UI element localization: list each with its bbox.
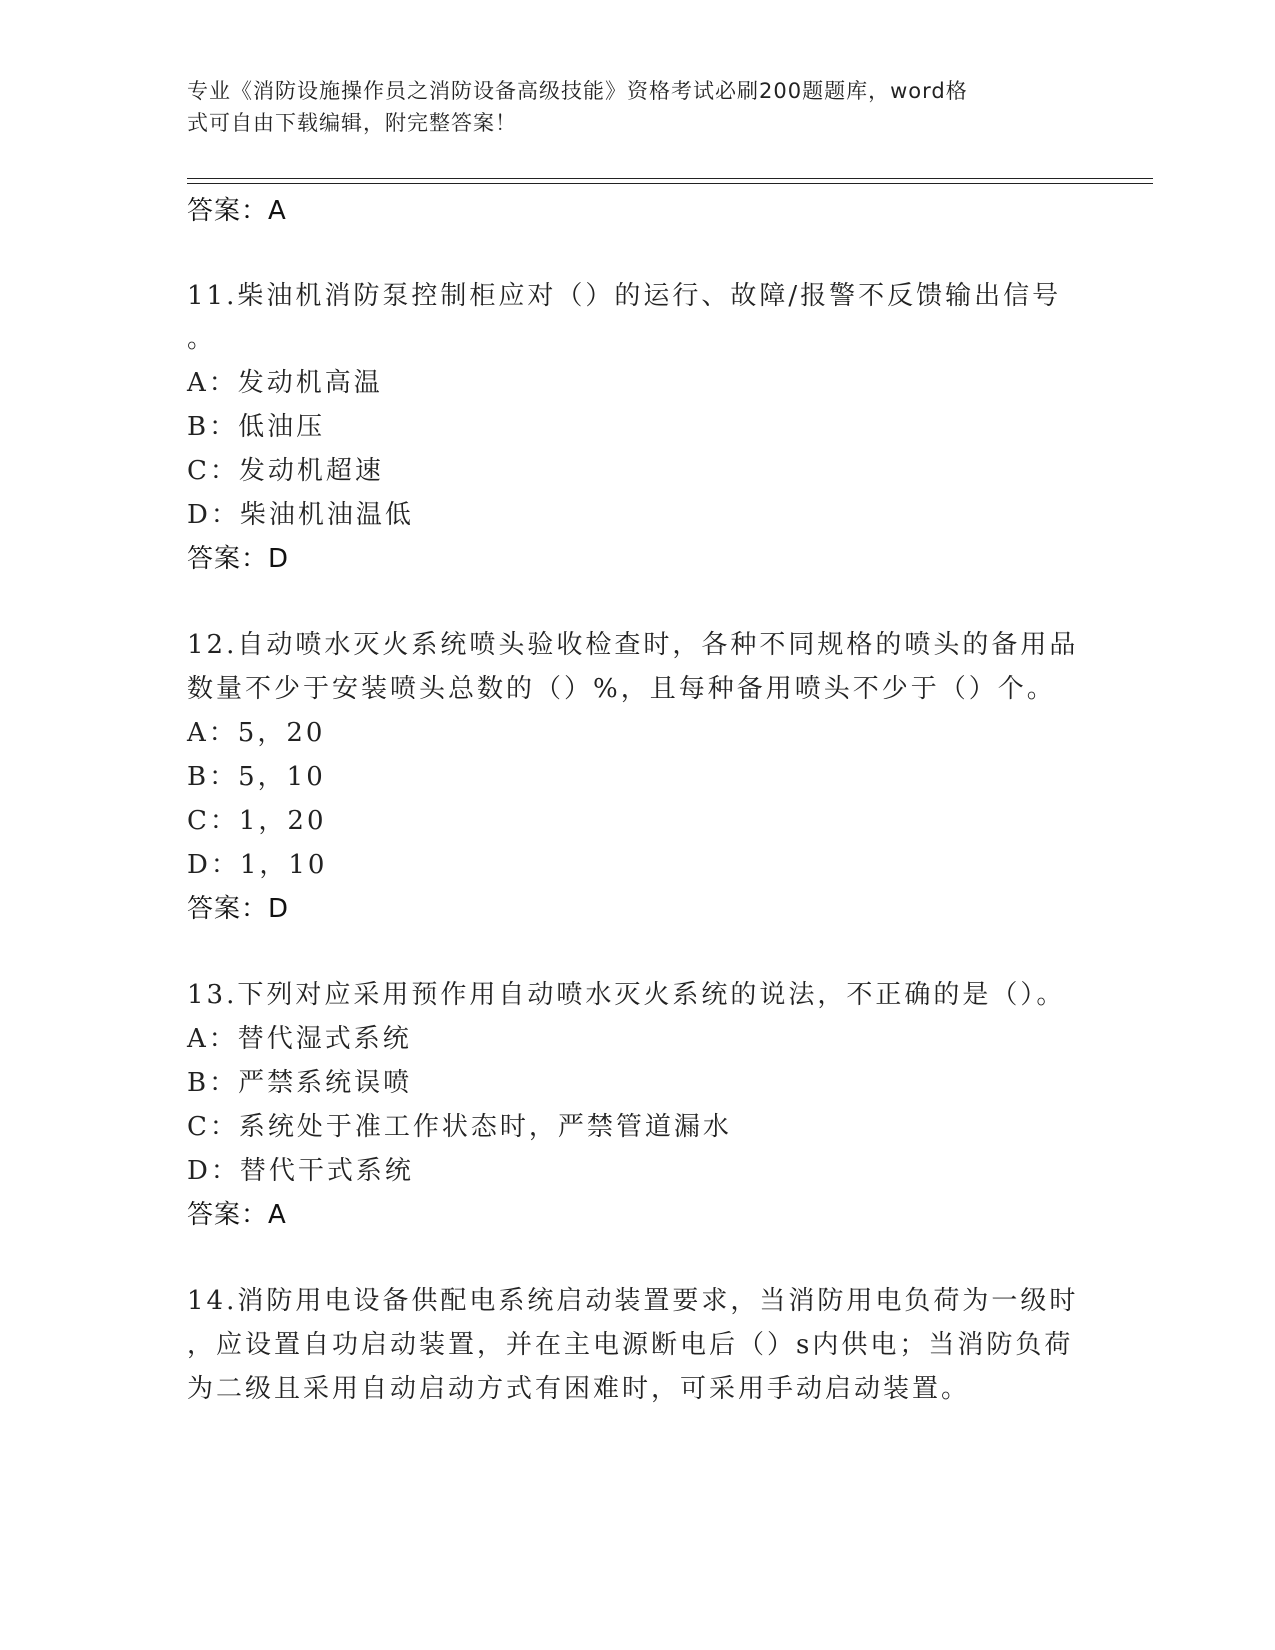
question-11-option-d: D：柴油机油温低 (187, 500, 414, 530)
header-divider-top (187, 178, 1153, 179)
document-header (187, 75, 1067, 139)
header-line-1: 专业《消防设施操作员之消防设备高级技能》资格考试必刷200题题库，word格 (187, 79, 968, 103)
answer-q13: 答案：A (187, 1200, 287, 1230)
question-14-stem-line-1: 14.消防用电设备供配电系统启动装置要求，当消防用电负荷为一级时 (187, 1286, 1079, 1316)
question-12-stem-line-2: 数量不少于安装喷头总数的（）%，且每种备用喷头不少于（）个。 (187, 674, 1056, 704)
answer-q10: 答案：A (187, 196, 287, 226)
question-13-stem-line-1: 13.下列对应采用预作用自动喷水灭火系统的说法，不正确的是（）。 (187, 980, 1066, 1010)
question-12-option-d: D：1，10 (187, 850, 328, 880)
header-line-2: 式可自由下载编辑，附完整答案！ (187, 111, 517, 135)
answer-q12: 答案：D (187, 894, 290, 924)
question-11-stem-line-2: 。 (187, 324, 217, 354)
question-13-option-b: B：严禁系统误喷 (187, 1068, 413, 1098)
question-13-option-c: C：系统处于准工作状态时，严禁管道漏水 (187, 1112, 732, 1142)
question-13-option-a: A：替代湿式系统 (187, 1024, 412, 1054)
question-13-option-d: D：替代干式系统 (187, 1156, 414, 1186)
question-11-option-b: B：低油压 (187, 412, 326, 442)
question-14-stem-line-2: ，应设置自功启动装置，并在主电源断电后（）s内供电；当消防负荷 (187, 1330, 1074, 1360)
question-12-option-a: A：5，20 (187, 718, 326, 748)
question-11-stem-line-1: 11.柴油机消防泵控制柜应对（）的运行、故障/报警不反馈输出信号 (187, 281, 1062, 311)
question-14-stem-line-3: 为二级且采用自动启动方式有困难时，可采用手动启动装置。 (187, 1374, 971, 1404)
question-12-option-c: C：1，20 (187, 806, 327, 836)
answer-q11: 答案：D (187, 544, 290, 574)
question-12-option-b: B：5，10 (187, 762, 326, 792)
header-divider-bottom (187, 183, 1153, 184)
question-11-option-c: C：发动机超速 (187, 456, 384, 486)
question-11-option-a: A：发动机高温 (187, 368, 383, 398)
question-12-stem-line-1: 12.自动喷水灭火系统喷头验收检查时，各种不同规格的喷头的备用品 (187, 630, 1079, 660)
